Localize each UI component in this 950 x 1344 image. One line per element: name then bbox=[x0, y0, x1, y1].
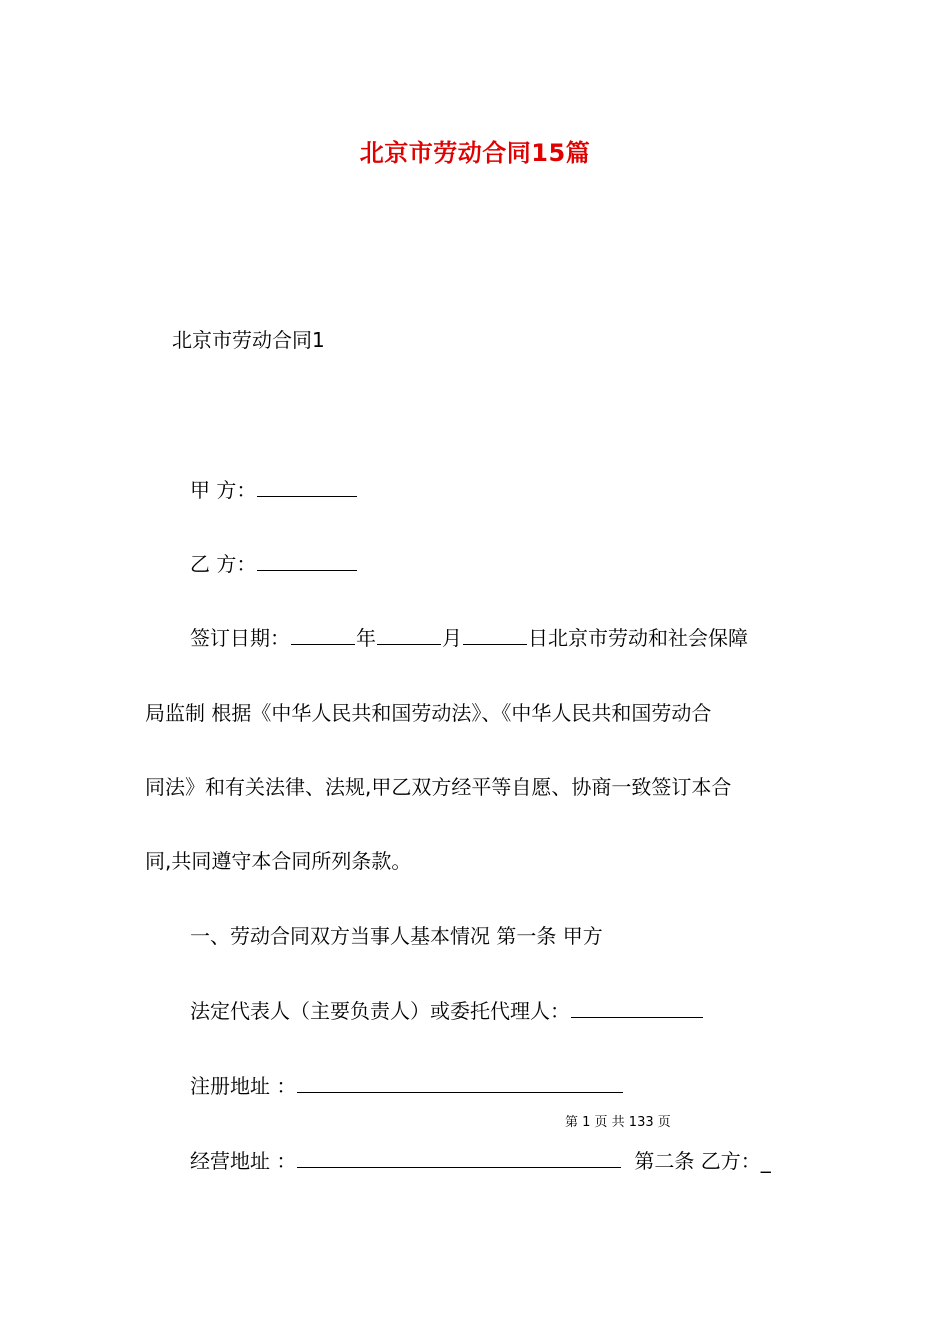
party-a-label: 甲 方： bbox=[190, 478, 257, 502]
trailing-blank: _ bbox=[760, 1149, 771, 1173]
paragraph-line-2: 局监制 根据《中华人民共和国劳动法》、《中华人民共和国劳动合 bbox=[145, 701, 712, 725]
party-a-line bbox=[190, 476, 358, 504]
day-blank bbox=[463, 624, 527, 645]
day-text: 日北京市劳动和社会保障 bbox=[528, 626, 748, 650]
contract-subtitle: 北京市劳动合同1 bbox=[172, 328, 325, 352]
legal-rep-label: 法定代表人（主要负责人）或委托代理人： bbox=[190, 999, 570, 1023]
party-b-line bbox=[190, 550, 358, 578]
article-2-label: 第二条 乙方： bbox=[634, 1149, 761, 1173]
party-a-blank bbox=[257, 476, 357, 497]
biz-address-line bbox=[190, 1147, 771, 1175]
legal-rep-blank bbox=[571, 997, 703, 1018]
year-blank bbox=[291, 624, 355, 645]
biz-address-blank bbox=[297, 1147, 621, 1168]
legal-rep-line bbox=[190, 997, 704, 1025]
biz-address-label: 经营地址 ： bbox=[190, 1149, 297, 1173]
sign-date-line bbox=[190, 624, 748, 652]
year-text: 年 bbox=[356, 626, 376, 650]
paragraph-line-4: 同,共同遵守本合同所列条款。 bbox=[145, 849, 412, 873]
party-b-label: 乙 方： bbox=[190, 552, 257, 576]
section-1-heading: 一、劳动合同双方当事人基本情况 第一条 甲方 bbox=[190, 924, 603, 948]
party-b-blank bbox=[257, 550, 357, 571]
sign-date-label: 签订日期： bbox=[190, 626, 290, 650]
paragraph-line-3: 同法》和有关法律、法规,甲乙双方经平等自愿、协商一致签订本合 bbox=[145, 775, 732, 799]
reg-address-line bbox=[190, 1072, 624, 1100]
document-title: 北京市劳动合同15篇 bbox=[359, 139, 591, 167]
reg-address-label: 注册地址 ： bbox=[190, 1074, 297, 1098]
month-blank bbox=[377, 624, 441, 645]
reg-address-blank bbox=[297, 1072, 623, 1093]
month-text: 月 bbox=[442, 626, 462, 650]
page-footer: 第 1 页 共 133 页 bbox=[565, 1115, 671, 1130]
